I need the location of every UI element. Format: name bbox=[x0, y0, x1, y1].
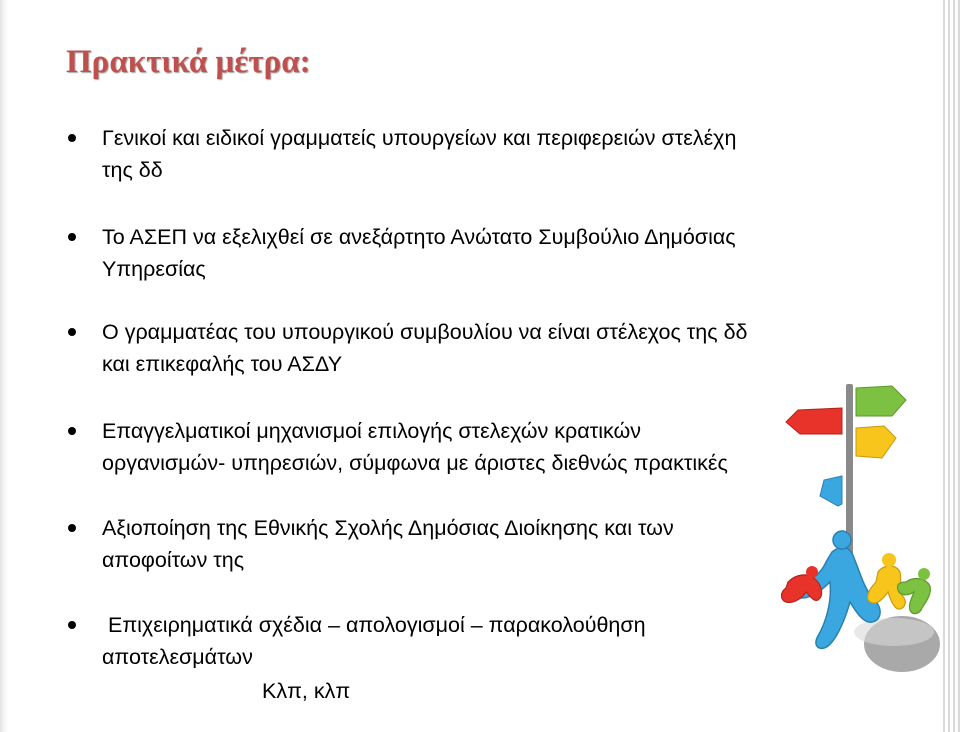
slide-frame-left bbox=[0, 0, 8, 732]
signpost-with-figures-icon bbox=[772, 376, 950, 676]
bullet-dot-icon bbox=[68, 621, 76, 629]
trailing-text: Κλπ, κλπ bbox=[262, 679, 351, 703]
bullet-text-line1: Αξιοποίηση της Εθνικής Σχολής Δημόσιας Διοίκησης και των bbox=[102, 516, 674, 540]
bullet-dot-icon bbox=[68, 233, 76, 241]
bullet-text-line1: Επαγγελματικοί μηχανισμοί επιλογής στελεχών κρατικών bbox=[102, 419, 642, 443]
bullet-dot-icon bbox=[68, 328, 76, 336]
bullet-text-line2: Υπηρεσίας bbox=[102, 257, 206, 281]
bullet-text-line2: και επικεφαλής του ΑΣΔΥ bbox=[102, 352, 343, 376]
bullet-text-line2: οργανισμών- υπηρεσιών, σύμφωνα με άριστες διεθνώς πρακτικές bbox=[102, 451, 728, 475]
bullet-item bbox=[102, 221, 802, 285]
bullet-dot-icon bbox=[68, 427, 76, 435]
bullet-item bbox=[102, 122, 802, 186]
bullet-dot-icon bbox=[68, 524, 76, 532]
bullet-text-line1: Γενικοί και ειδικοί γραμματείς υπουργείων και περιφερειών στελέχη bbox=[102, 126, 737, 150]
bullet-text-line2: αποφοίτων της bbox=[102, 548, 245, 572]
bullet-dot-icon bbox=[68, 134, 76, 142]
bullet-item bbox=[102, 609, 802, 673]
bullet-item bbox=[102, 512, 802, 576]
bullet-text-line2: αποτελεσμάτων bbox=[102, 645, 253, 669]
bullet-text-line1: Το ΑΣΕΠ να εξελιχθεί σε ανεξάρτητο Ανώτατο Συμβούλιο Δημόσιας bbox=[102, 225, 736, 249]
bullet-text-line1: Επιχειρηματικά σχέδια – απολογισμοί – παρακολούθηση bbox=[102, 613, 646, 637]
bullet-item bbox=[102, 415, 802, 479]
bullet-item bbox=[102, 316, 802, 380]
bullet-text-line2: της δδ bbox=[102, 158, 163, 182]
bullet-text-line1: Ο γραμματέας του υπουργικού συμβουλίου να είναι στέλεχος της δδ bbox=[102, 320, 748, 344]
slide-title: Πρακτικά μέτρα: bbox=[66, 44, 311, 80]
